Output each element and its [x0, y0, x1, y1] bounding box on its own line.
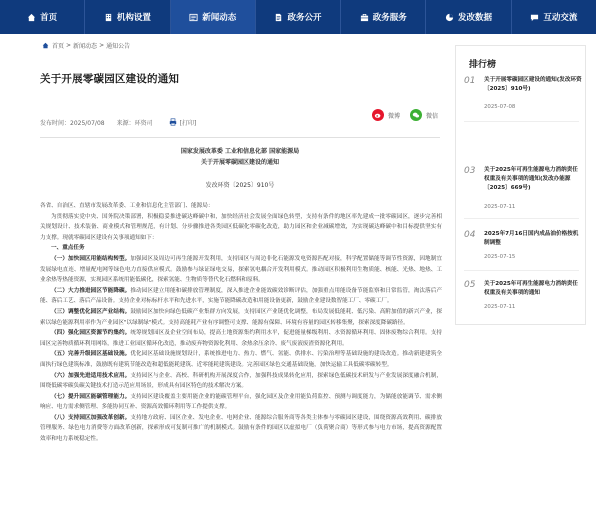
nav-label: 首页 — [40, 13, 58, 23]
task-head: （五）完善升级园区基础设施。 — [51, 351, 131, 358]
article — [34, 56, 446, 525]
salutation: 各省、自治区、直辖市发展改革委、工业和信息化主管部门、能源局： — [40, 203, 214, 209]
ranking-date: 2025-07-08 — [484, 104, 516, 110]
task-paragraph — [40, 392, 442, 413]
nav-label: 政务服务 — [372, 13, 407, 23]
publish-date: 发布时间：2025/07/08 — [40, 119, 105, 127]
ranking-heading: 排行榜 — [469, 60, 497, 70]
ranking-title[interactable]: 关于2025年可再生能源电力消纳责任权重及有关事项的通知 — [484, 281, 578, 296]
ranking-sidebar — [455, 45, 586, 325]
home-icon — [42, 42, 49, 49]
breadcrumb-separator: > — [99, 41, 105, 49]
service-icon — [360, 13, 369, 22]
breadcrumb — [42, 41, 132, 49]
print-button[interactable] — [169, 118, 197, 127]
issuers-line: 国家发展改革委 工业和信息化部 国家能源局 — [180, 148, 300, 155]
ranking-number: 05 — [464, 280, 476, 290]
breadcrumb-separator: > — [66, 41, 72, 49]
ranking-number: 04 — [464, 230, 476, 240]
ranking-number: 03 — [464, 166, 476, 176]
home-icon — [27, 13, 36, 22]
task-head: （八）支持园区加强改革创新。 — [51, 414, 131, 421]
task-text: 加强园区及周边可再生能源开发利用，支持园区与周边非化石能源发电资源匹配对接，科学配置储能等调节性资源，因地制宜发展绿电直连、增量配电网等绿色电力直接供应模式。鼓励参与绿证绿电交易，探索氢电耦合开发利用模式。推动园区积极利用生物质能、核能、光热、地热、工业余热等热能资源，实现园区系统用能低碳化，探索氢能、生物质等替代化石燃料和原料。 — [40, 255, 442, 284]
ranking-date: 2025-07-11 — [484, 304, 516, 310]
task-paragraph — [40, 254, 442, 286]
ranking-number: 01 — [464, 76, 476, 86]
task-paragraph — [40, 349, 442, 370]
nav-item-gov-affairs[interactable] — [256, 0, 341, 34]
building-icon — [104, 13, 113, 22]
source-label: 来源：环资司 — [116, 119, 153, 127]
task-head: （七）提升园区能碳管理能力。 — [51, 393, 131, 400]
task-text: 支持园区与企业、高校、科研机构开展深度合作，加强科技成果转化应用，探索绿色低碳技术研发与产业发展深度融合机制，围绕低碳零碳负碳关键技术打造示范应用场景，形成具有园区特色的技术解决方案。 — [40, 372, 442, 390]
divider — [464, 218, 579, 219]
task-head: （三）调整优化园区产业结构。 — [51, 308, 131, 315]
nav-item-institutions[interactable] — [85, 0, 170, 34]
task-paragraph — [40, 307, 442, 328]
nav-item-news[interactable] — [171, 0, 256, 34]
task-text: 统筹规划园区及企业空间布局，提高土地资源集约利用水平，促进能量梯级利用、水资源循环利用、固体废物综合利用。支持园区完善物质循环利用网络，推进工业园区循环化改造，推动废弃物资源化利用、余热余压余冷、废气废液废渣资源化利用。 — [40, 330, 442, 347]
ranking-date: 2025-07-15 — [484, 254, 516, 260]
task-paragraph — [40, 286, 442, 307]
ranking-date: 2025-07-11 — [484, 204, 516, 210]
ranking-item[interactable] — [464, 230, 582, 265]
share-weibo-label: 微博 — [387, 112, 400, 120]
document-icon — [274, 13, 283, 22]
ranking-item[interactable] — [464, 166, 582, 211]
ranking-item[interactable] — [464, 280, 582, 318]
task-text: 鼓励园区加快向绿色低碳产业集群方向发展，支持园区产业链优化调整，布局发展低能耗、低污染、高附加值的新兴产业，探索以绿色能源利用率作为产业园区"以绿制绿"模式。支持高能耗产业有序调整可支撑、能源有保障、环境有容量的园区转移集聚，探索深度降碳路径。 — [40, 308, 442, 326]
task-paragraph — [40, 413, 442, 445]
ranking-title[interactable]: 2025年7月16日国内成品油价格按机制调整 — [484, 231, 579, 246]
task-head: （四）强化园区资源节约集约。 — [51, 330, 131, 337]
task-text: 支持园区建设覆盖主要用能企业的能碳管理平台，强化园区及企业用能负荷监控、预测与调度能力，为储能放能调节、需求侧响应、电力需求侧管理、多能协同互补、资源高效循环利用等工作提供支撑。 — [40, 393, 442, 411]
page-title: 关于开展零碳园区建设的通知 — [40, 73, 180, 85]
chat-icon — [530, 13, 539, 22]
task-text: 支持地方政府、园区企业、发电企业、电网企业、能源综合服务商等各类主体参与零碳园区建设，围绕资源高效利用、碳排放管理服务、绿色电力消费等方面改革创新，探索形成可复制可推广的机制模式。鼓励有条件的园区以虚拟电厂（负荷聚合商）等形式参与电力市场，提高资源配置效率和电力系统稳定性。 — [40, 414, 442, 443]
breadcrumb-news[interactable]: 新闻动态 — [73, 42, 98, 50]
article-body — [40, 201, 442, 445]
breadcrumb-current[interactable]: 通知公告 — [106, 42, 131, 50]
share-wechat-label: 微信 — [425, 112, 438, 120]
task-head: （二）大力推进园区节能降碳。 — [51, 287, 131, 294]
ranking-title[interactable]: 关于2025年可再生能源电力消纳责任权重及有关事项的通知(发改办能源〔2025〕669号) — [484, 167, 578, 191]
divider — [464, 121, 579, 122]
doc-heading: 关于开展零碳园区建设的通知 — [200, 159, 279, 166]
task-text: 优化园区基础设施规划设计，系统推进电力、热力、燃气、氢能、供排水、污染治理等基础设施的建设改造。推动新建建筑全面执行绿色建筑标准，鼓励既有建筑节能改造和超低能耗建筑、近零能耗建筑建设。完善园区绿色交通基础设施，加快运输工具低碳零碳转型。 — [40, 351, 442, 368]
divider — [464, 270, 579, 271]
print-label: [打印] — [179, 119, 197, 127]
ranking-item[interactable] — [464, 76, 582, 116]
ranking-title[interactable]: 关于开展零碳园区建设的通知(发改环资〔2025〕910号) — [484, 77, 582, 92]
nav-label: 新闻动态 — [202, 13, 237, 23]
nav-item-home[interactable] — [0, 0, 85, 34]
section-heading-text: 一、重点任务 — [51, 245, 85, 252]
nav-label: 发改数据 — [458, 13, 493, 23]
nav-item-services[interactable] — [341, 0, 426, 34]
intro-paragraph: 为贯彻落实党中央、国务院决策部署，积极稳妥推进碳达峰碳中和，加快经济社会发展全面绿色转型，支持有条件的地区率先建成一批零碳园区，逐步完善相关规划设计、技术装备、商业模式和管理规范，有计划、分步骤推进各类园区低碳化零碳化改造，助力园区和企业减碳增效，为实现碳达峰碳中和目标提供坚实有力支撑。现就零碳园区建设有关事项通知如下： — [40, 213, 442, 241]
task-paragraph — [40, 371, 442, 392]
news-icon — [189, 13, 198, 22]
task-head: （六）加强先进适用技术应用。 — [51, 372, 131, 379]
task-text: 推动园区建立用能和碳排放管理制度，深入推进企业能效碳效诊断评估，加强重点用能设备节能监察和日常监管，淘汰落后产能、落后工艺、落后产品设备。支持企业对标标杆水平和先进水平，实施节能降碳改造和用能设备更新，鼓励企业建设数智能工厂、零碳工厂。 — [40, 287, 442, 305]
section-heading — [40, 243, 442, 254]
article-meta — [40, 116, 440, 128]
task-paragraph — [40, 328, 442, 349]
nav-label: 机构设置 — [116, 13, 151, 23]
nav-item-interaction[interactable] — [512, 0, 596, 34]
breadcrumb-home[interactable]: 首页 — [52, 42, 65, 50]
task-head: （一）加快园区用能结构转型。 — [51, 255, 131, 262]
divider — [40, 137, 440, 138]
nav-label: 政务公开 — [287, 13, 322, 23]
chart-icon — [445, 13, 454, 22]
nav-item-data[interactable] — [426, 0, 511, 34]
nav-label: 互动交流 — [543, 13, 578, 23]
top-nav — [0, 0, 596, 34]
doc-number: 发改环资〔2025〕910号 — [205, 182, 275, 189]
printer-icon — [169, 118, 177, 126]
